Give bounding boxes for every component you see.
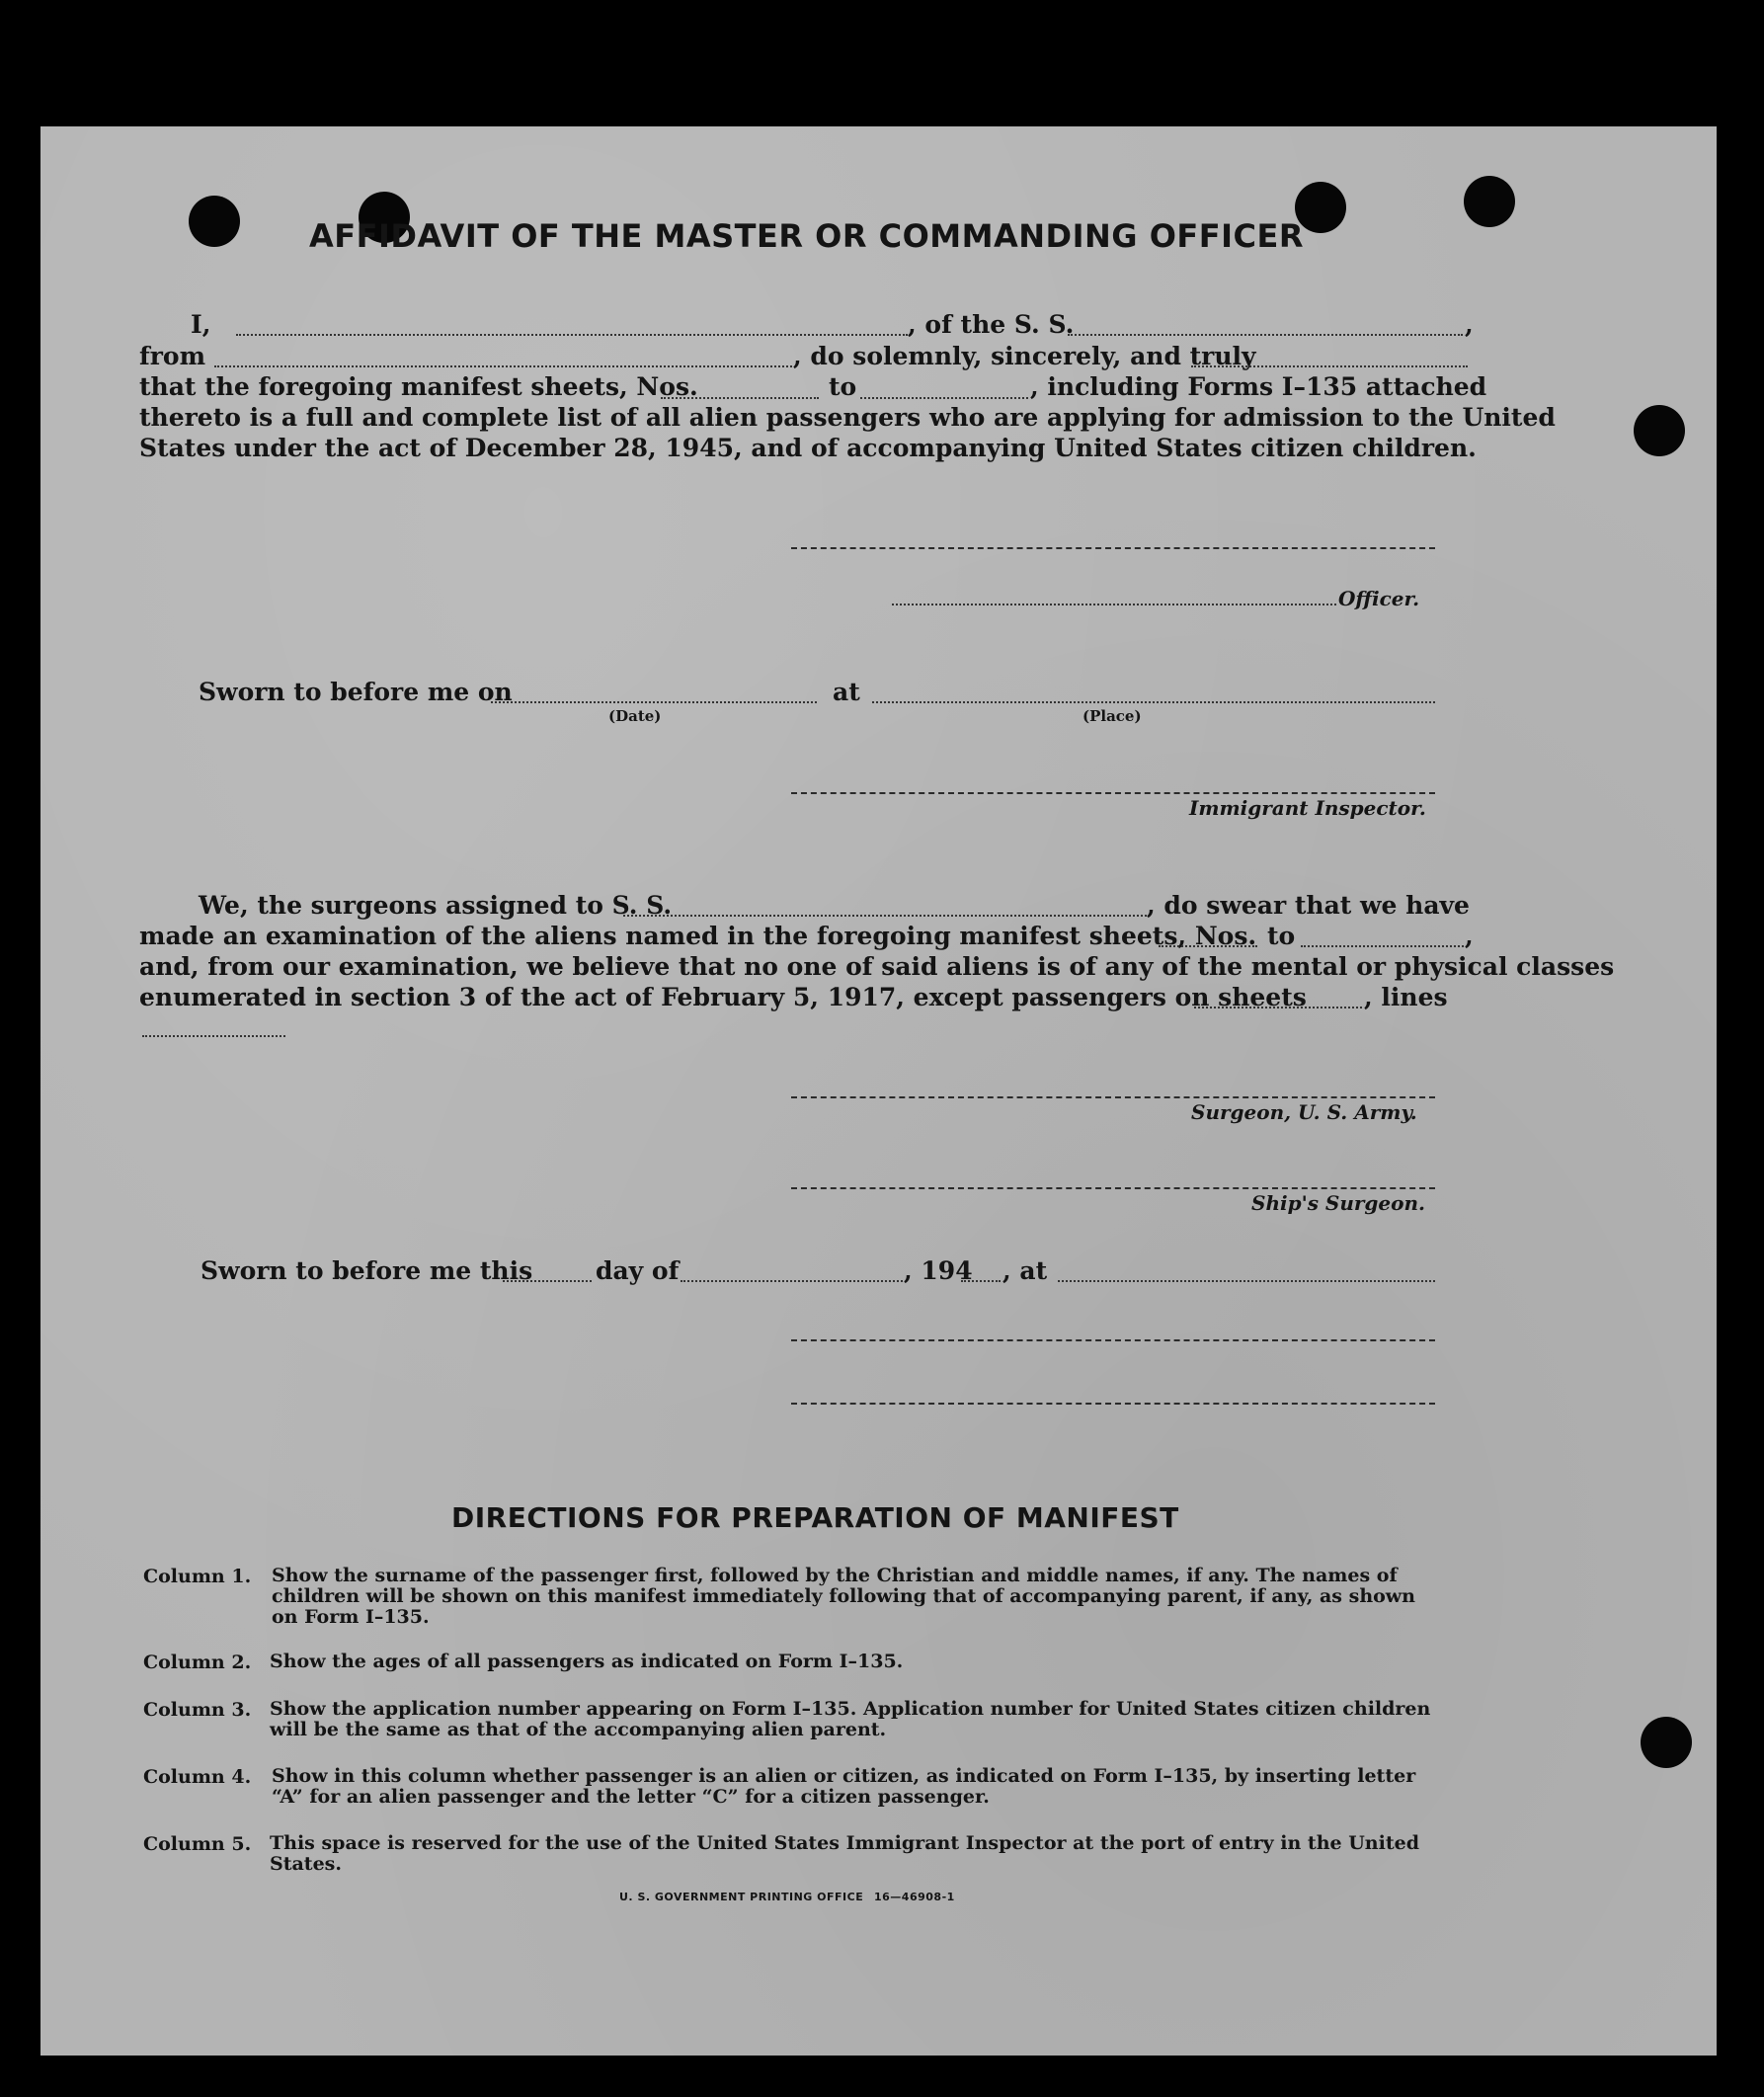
sworn-this-label: Sworn to before me this (200, 1256, 533, 1285)
document-page (40, 126, 1717, 2056)
fill-line-sworn-year[interactable] (961, 1280, 1001, 1282)
ship-surgeon-signature-line[interactable] (791, 1187, 1435, 1189)
ship-surgeon-label: Ship's Surgeon. (1251, 1191, 1425, 1215)
punch-hole (1641, 1717, 1692, 1768)
fill-line-surgeon-sheet-to[interactable] (1301, 945, 1464, 947)
punch-hole (1634, 405, 1685, 456)
direction-text-col5: This space is reserved for the use of the United States Immigrant Inspector at the port of entry in the United States. (270, 1832, 1419, 1875)
fill-line-declaration[interactable] (1191, 365, 1468, 367)
affidavit-line3-start: that the foregoing manifest sheets, Nos. (139, 372, 698, 401)
direction-text-col4: Show in this column whether passenger is an alien or citizen, as indicated on Form I–135, by inserting letter “A” for an alien passenger and the letter “C” for a citizen passenger. (272, 1765, 1416, 1808)
inspector-label: Immigrant Inspector. (1189, 796, 1426, 820)
direction-label-col3: Column 3. (143, 1699, 252, 1721)
direction-text-col3: Show the application number appearing on Form I–135. Application number for United States citizen children will be the same as that of the accompanying alien parent. (270, 1698, 1431, 1740)
direction-text-col1: Show the surname of the passenger first, followed by the Christian and middle names, if any. The names of children will be shown on this manifest immediately following that of accompanying parent, if any, as shown on Form I–135. (272, 1565, 1415, 1628)
fill-line-sworn-date[interactable] (491, 701, 817, 703)
affidavit-line1-start: I, (191, 310, 211, 339)
place-caption: (Place) (1082, 707, 1142, 725)
affidavit-line5: States under the act of December 28, 1945, and of accompanying United States citizen children. (139, 434, 1477, 462)
direction-label-col4: Column 4. (143, 1766, 252, 1788)
fill-line-sworn-month[interactable] (681, 1280, 903, 1282)
direction-label-col2: Column 2. (143, 1652, 252, 1673)
punch-hole (189, 196, 240, 247)
sworn-at-label: at (833, 678, 860, 706)
footer-code: 16—46908-1 (874, 1891, 955, 1903)
surgeons-line3: and, from our examination, we believe that no one of said aliens is of any of the mental or physical classes (139, 952, 1615, 981)
directions-title: DIRECTIONS FOR PREPARATION OF MANIFEST (451, 1501, 1179, 1534)
fill-line-from-port[interactable] (214, 365, 792, 367)
surgeons-line2-to: to (1267, 922, 1296, 950)
fill-line-master-name[interactable] (236, 334, 908, 336)
fill-line-except-sheets[interactable] (1194, 1007, 1362, 1008)
surgeons-line1-end: , do swear that we have (1147, 891, 1470, 920)
fill-line-sworn-at-place[interactable] (1058, 1280, 1435, 1282)
officer-title-line[interactable] (892, 604, 1336, 605)
sworn-signature-line-1[interactable] (791, 1339, 1435, 1341)
fill-line-surgeon-sheet-from[interactable] (1159, 945, 1257, 947)
surgeons-line2-start: made an examination of the aliens named in the foregoing manifest sheets, Nos. (139, 922, 1257, 950)
officer-label: Officer. (1338, 587, 1420, 610)
sworn-signature-line-2[interactable] (791, 1403, 1435, 1405)
fill-line-surgeon-ship[interactable] (623, 915, 1147, 917)
sworn-year-label: , 194 (904, 1256, 973, 1285)
punch-hole (1464, 176, 1515, 227)
footer-printer: U. S. GOVERNMENT PRINTING OFFICE (619, 1891, 864, 1903)
direction-label-col5: Column 5. (143, 1833, 252, 1855)
affidavit-title: AFFIDAVIT OF THE MASTER OR COMMANDING OFFICER (309, 217, 1304, 255)
fill-line-sworn-day[interactable] (503, 1280, 592, 1282)
fill-line-sheet-from[interactable] (661, 397, 819, 399)
affidavit-line3-end: , including Forms I–135 attached (1030, 372, 1487, 401)
fill-line-sworn-place[interactable] (872, 701, 1435, 703)
date-caption: (Date) (608, 707, 662, 725)
sworn-at-place-label: , at (1002, 1256, 1048, 1285)
affidavit-line2-mid: , do solemnly, sincerely, and truly (793, 342, 1256, 370)
sworn-day-of-label: day of (596, 1256, 680, 1285)
army-surgeon-label: Surgeon, U. S. Army. (1191, 1100, 1417, 1124)
direction-label-col1: Column 1. (143, 1566, 252, 1587)
inspector-signature-line[interactable] (791, 792, 1435, 794)
affidavit-line1-end: , (1465, 310, 1474, 339)
master-signature-line[interactable] (791, 547, 1435, 549)
affidavit-line3-to: to (829, 372, 857, 401)
affidavit-line2-start: from (139, 342, 206, 370)
fill-line-sheet-to[interactable] (860, 397, 1028, 399)
affidavit-line1-mid: , of the S. S. (908, 310, 1075, 339)
army-surgeon-signature-line[interactable] (791, 1096, 1435, 1098)
sworn-on-label: Sworn to before me on (199, 678, 513, 706)
affidavit-line4: thereto is a full and complete list of all alien passengers who are applying for admission to the United (139, 403, 1556, 432)
surgeons-line2-end: , (1465, 922, 1474, 950)
surgeons-line1-start: We, the surgeons assigned to S. S. (199, 891, 673, 920)
direction-text-col2: Show the ages of all passengers as indicated on Form I–135. (270, 1651, 904, 1672)
surgeons-line4-end: , lines (1364, 983, 1448, 1011)
fill-line-except-lines[interactable] (142, 1035, 285, 1037)
surgeons-line4-start: enumerated in section 3 of the act of February 5, 1917, except passengers on sheets (139, 983, 1307, 1011)
fill-line-ship-name[interactable] (1068, 334, 1463, 336)
